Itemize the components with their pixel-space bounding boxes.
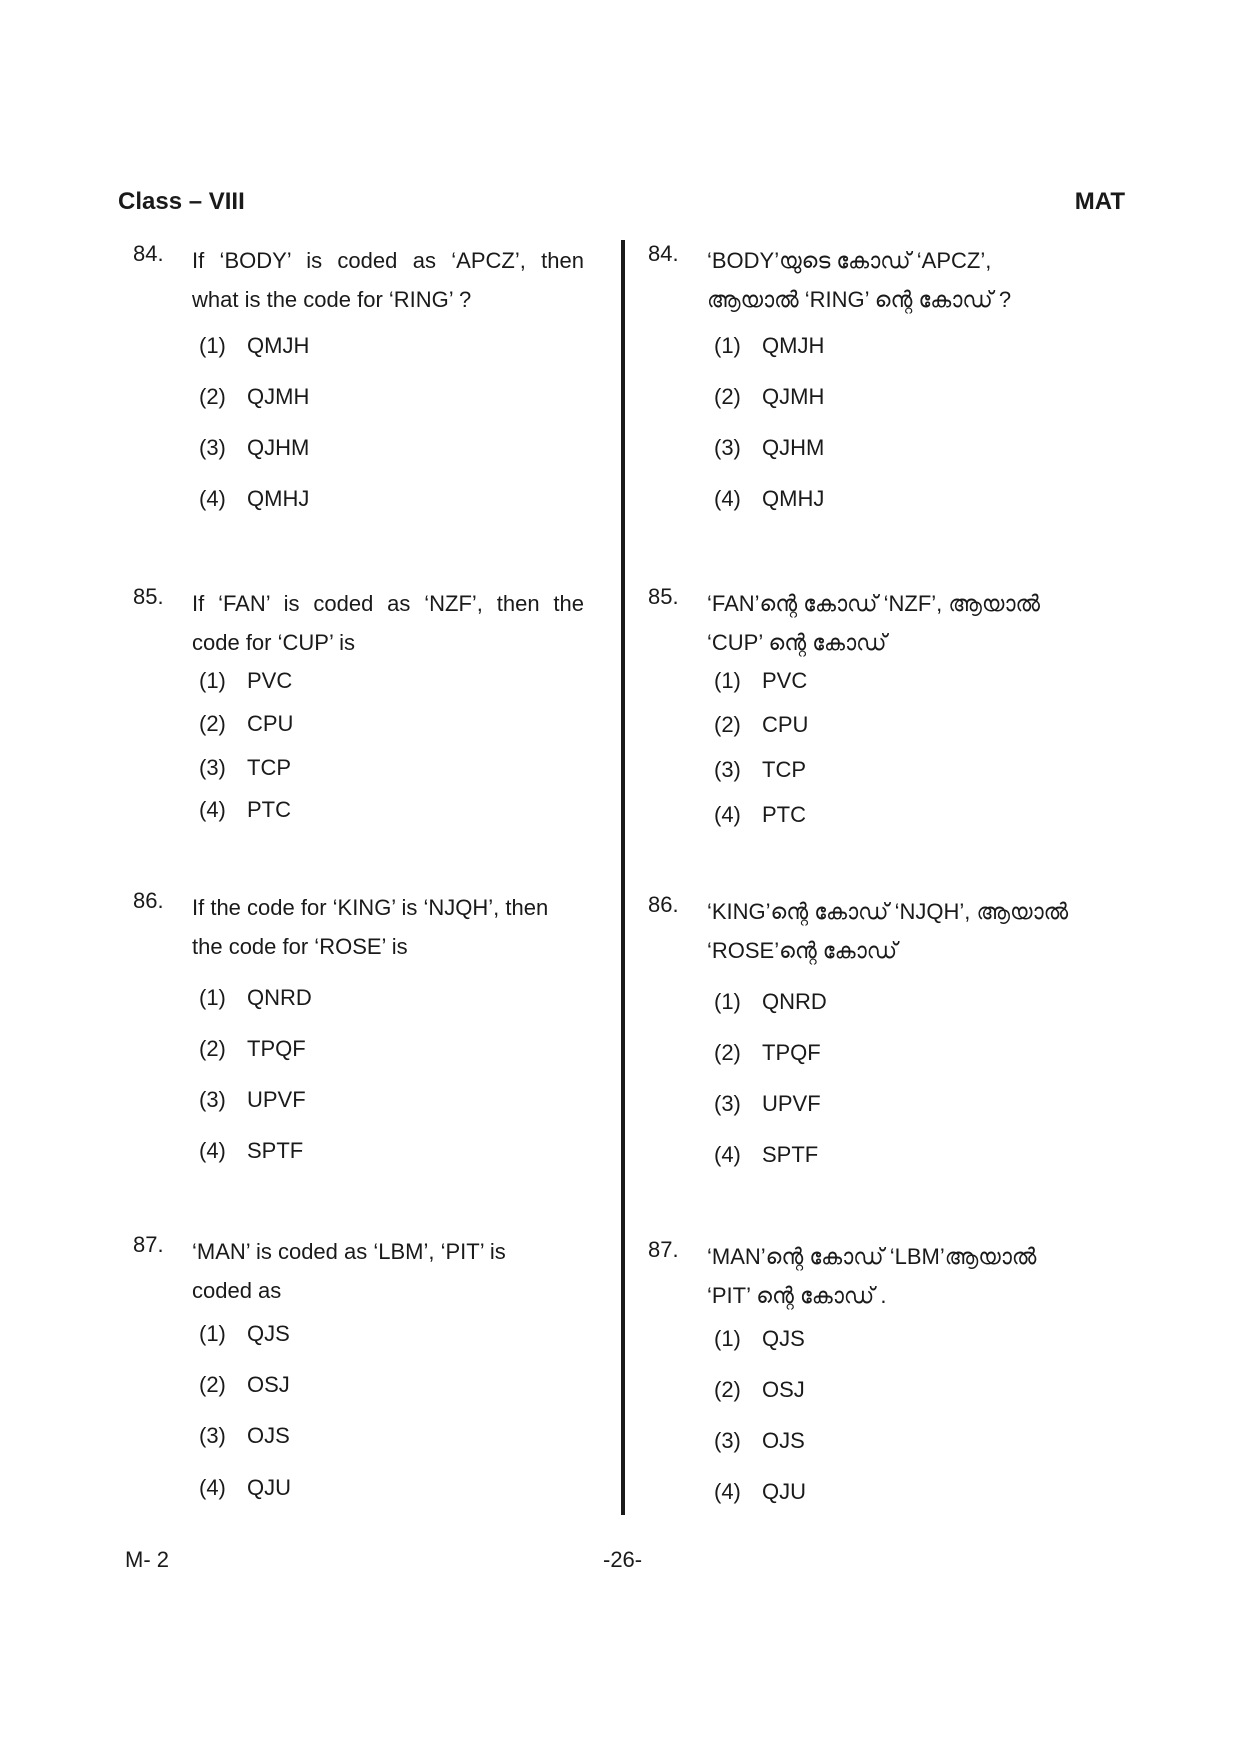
question-line: ആയാൽ ‘RING’ ന്റെ കോഡ് ? bbox=[707, 287, 1012, 312]
option-number: (1) bbox=[199, 1321, 226, 1346]
option-4 bbox=[714, 802, 806, 828]
option-text: QJU bbox=[247, 1475, 291, 1500]
option-text: OSJ bbox=[762, 1377, 805, 1402]
option-text: QNRD bbox=[247, 985, 312, 1010]
question-line: ‘FAN’ന്റെ കോഡ് ‘NZF’, ആയാൽ bbox=[707, 591, 1041, 616]
subject-label: MAT bbox=[1074, 188, 1125, 215]
option-3 bbox=[199, 435, 309, 461]
option-2 bbox=[714, 1040, 821, 1066]
option-number: (1) bbox=[199, 668, 226, 693]
option-text: QNRD bbox=[762, 989, 827, 1014]
question-number: 85. bbox=[648, 584, 679, 609]
option-text: OSJ bbox=[247, 1372, 290, 1397]
option-4 bbox=[199, 1475, 291, 1501]
option-number: (4) bbox=[714, 802, 741, 827]
option-4 bbox=[714, 1479, 806, 1505]
option-3 bbox=[714, 1091, 821, 1117]
class-label: Class – VIII bbox=[118, 188, 245, 215]
option-number: (4) bbox=[714, 1479, 741, 1504]
option-text: QMJH bbox=[247, 333, 310, 358]
option-text: TPQF bbox=[762, 1040, 821, 1065]
question-text bbox=[192, 584, 584, 662]
question-line: If ‘FAN’ is coded as ‘NZF’, then the bbox=[192, 591, 584, 616]
question-text bbox=[192, 1232, 584, 1310]
option-number: (2) bbox=[199, 711, 226, 736]
option-number: (4) bbox=[714, 486, 741, 511]
option-number: (1) bbox=[714, 333, 741, 358]
option-text: QJS bbox=[247, 1321, 290, 1346]
option-number: (1) bbox=[714, 1326, 741, 1351]
question-line: the code for ‘ROSE’ is bbox=[192, 934, 408, 959]
option-number: (1) bbox=[199, 985, 226, 1010]
option-1 bbox=[199, 985, 312, 1011]
question-line: ‘PIT’ ന്റെ കോഡ് . bbox=[707, 1283, 887, 1308]
option-1 bbox=[714, 333, 824, 359]
option-4 bbox=[199, 797, 291, 823]
option-text: UPVF bbox=[247, 1087, 306, 1112]
option-2 bbox=[714, 712, 808, 738]
option-text: UPVF bbox=[762, 1091, 821, 1116]
option-number: (3) bbox=[714, 435, 741, 460]
option-1 bbox=[714, 989, 827, 1015]
option-4 bbox=[714, 486, 824, 512]
question-number: 84. bbox=[133, 241, 164, 266]
option-number: (3) bbox=[199, 1087, 226, 1112]
question-number: 85. bbox=[133, 584, 164, 609]
option-number: (4) bbox=[199, 1475, 226, 1500]
option-text: SPTF bbox=[247, 1138, 304, 1163]
question-line: ‘ROSE’ന്റെ കോഡ് bbox=[707, 938, 898, 963]
option-text: TCP bbox=[247, 755, 291, 780]
option-text: QJU bbox=[762, 1479, 806, 1504]
question-number: 87. bbox=[648, 1237, 679, 1262]
question-line: If ‘BODY’ is coded as ‘APCZ’, then bbox=[192, 248, 584, 273]
option-text: PTC bbox=[247, 797, 291, 822]
option-number: (2) bbox=[714, 384, 741, 409]
option-3 bbox=[714, 1428, 805, 1454]
option-text: OJS bbox=[247, 1423, 290, 1448]
option-number: (3) bbox=[714, 1091, 741, 1116]
question-line: coded as bbox=[192, 1278, 282, 1303]
question-text bbox=[707, 241, 1011, 319]
option-number: (2) bbox=[199, 1036, 226, 1061]
option-text: QJMH bbox=[247, 384, 310, 409]
option-number: (2) bbox=[714, 712, 741, 737]
question-number: 86. bbox=[133, 888, 164, 913]
option-text: QJMH bbox=[762, 384, 825, 409]
option-number: (3) bbox=[199, 435, 226, 460]
question-text bbox=[707, 584, 1040, 662]
question-number: 87. bbox=[133, 1232, 164, 1257]
option-number: (3) bbox=[714, 757, 741, 782]
option-1 bbox=[199, 668, 292, 694]
option-number: (2) bbox=[714, 1040, 741, 1065]
option-4 bbox=[199, 1138, 303, 1164]
question-number: 84. bbox=[648, 241, 679, 266]
column-divider bbox=[621, 240, 625, 1515]
question-line: ‘MAN’ is coded as ‘LBM’, ‘PIT’ is bbox=[192, 1239, 506, 1264]
question-line: ‘BODY’യുടെ കോഡ് ‘APCZ’, bbox=[707, 248, 992, 273]
option-1 bbox=[199, 333, 309, 359]
option-3 bbox=[199, 1087, 306, 1113]
option-1 bbox=[199, 1321, 290, 1347]
option-2 bbox=[199, 1372, 290, 1398]
option-2 bbox=[199, 711, 293, 737]
option-text: PTC bbox=[762, 802, 806, 827]
option-number: (4) bbox=[199, 797, 226, 822]
option-number: (2) bbox=[199, 1372, 226, 1397]
option-1 bbox=[714, 1326, 805, 1352]
option-2 bbox=[199, 1036, 306, 1062]
option-3 bbox=[714, 757, 806, 783]
option-1 bbox=[714, 668, 807, 694]
option-text: QMHJ bbox=[247, 486, 310, 511]
option-2 bbox=[199, 384, 309, 410]
option-text: PVC bbox=[762, 668, 808, 693]
question-line: what is the code for ‘RING’ ? bbox=[192, 287, 472, 312]
option-3 bbox=[199, 755, 291, 781]
option-number: (3) bbox=[199, 1423, 226, 1448]
option-number: (4) bbox=[199, 1138, 226, 1163]
option-number: (1) bbox=[199, 333, 226, 358]
option-text: QJS bbox=[762, 1326, 805, 1351]
question-number: 86. bbox=[648, 892, 679, 917]
option-2 bbox=[714, 1377, 805, 1403]
option-text: SPTF bbox=[762, 1142, 819, 1167]
question-line: ‘CUP’ ന്റെ കോഡ് bbox=[707, 630, 887, 655]
option-3 bbox=[714, 435, 824, 461]
page-number: -26- bbox=[603, 1547, 643, 1572]
option-4 bbox=[199, 486, 309, 512]
option-text: TPQF bbox=[247, 1036, 306, 1061]
option-text: OJS bbox=[762, 1428, 805, 1453]
question-text bbox=[707, 1237, 1036, 1315]
option-number: (1) bbox=[714, 668, 741, 693]
option-number: (4) bbox=[199, 486, 226, 511]
option-text: QMHJ bbox=[762, 486, 825, 511]
question-line: ‘KING’ന്റെ കോഡ് ‘NJQH’, ആയാൽ bbox=[707, 899, 1069, 924]
option-number: (3) bbox=[714, 1428, 741, 1453]
question-line: If the code for ‘KING’ is ‘NJQH’, then bbox=[192, 895, 549, 920]
option-2 bbox=[714, 384, 824, 410]
option-3 bbox=[199, 1423, 290, 1449]
question-text bbox=[707, 892, 1068, 970]
option-number: (1) bbox=[714, 989, 741, 1014]
footer-code: M- 2 bbox=[125, 1547, 169, 1572]
option-text: CPU bbox=[762, 712, 809, 737]
option-number: (4) bbox=[714, 1142, 741, 1167]
option-text: TCP bbox=[762, 757, 806, 782]
question-line: code for ‘CUP’ is bbox=[192, 630, 356, 655]
option-number: (2) bbox=[714, 1377, 741, 1402]
question-line: ‘MAN’ന്റെ കോഡ് ‘LBM’ആയാൽ bbox=[707, 1244, 1037, 1269]
option-4 bbox=[714, 1142, 818, 1168]
option-number: (3) bbox=[199, 755, 226, 780]
option-text: CPU bbox=[247, 711, 294, 736]
question-text bbox=[192, 241, 584, 319]
option-text: QJHM bbox=[762, 435, 825, 460]
option-number: (2) bbox=[199, 384, 226, 409]
question-text bbox=[192, 888, 584, 966]
option-text: QJHM bbox=[247, 435, 310, 460]
option-text: QMJH bbox=[762, 333, 825, 358]
option-text: PVC bbox=[247, 668, 293, 693]
